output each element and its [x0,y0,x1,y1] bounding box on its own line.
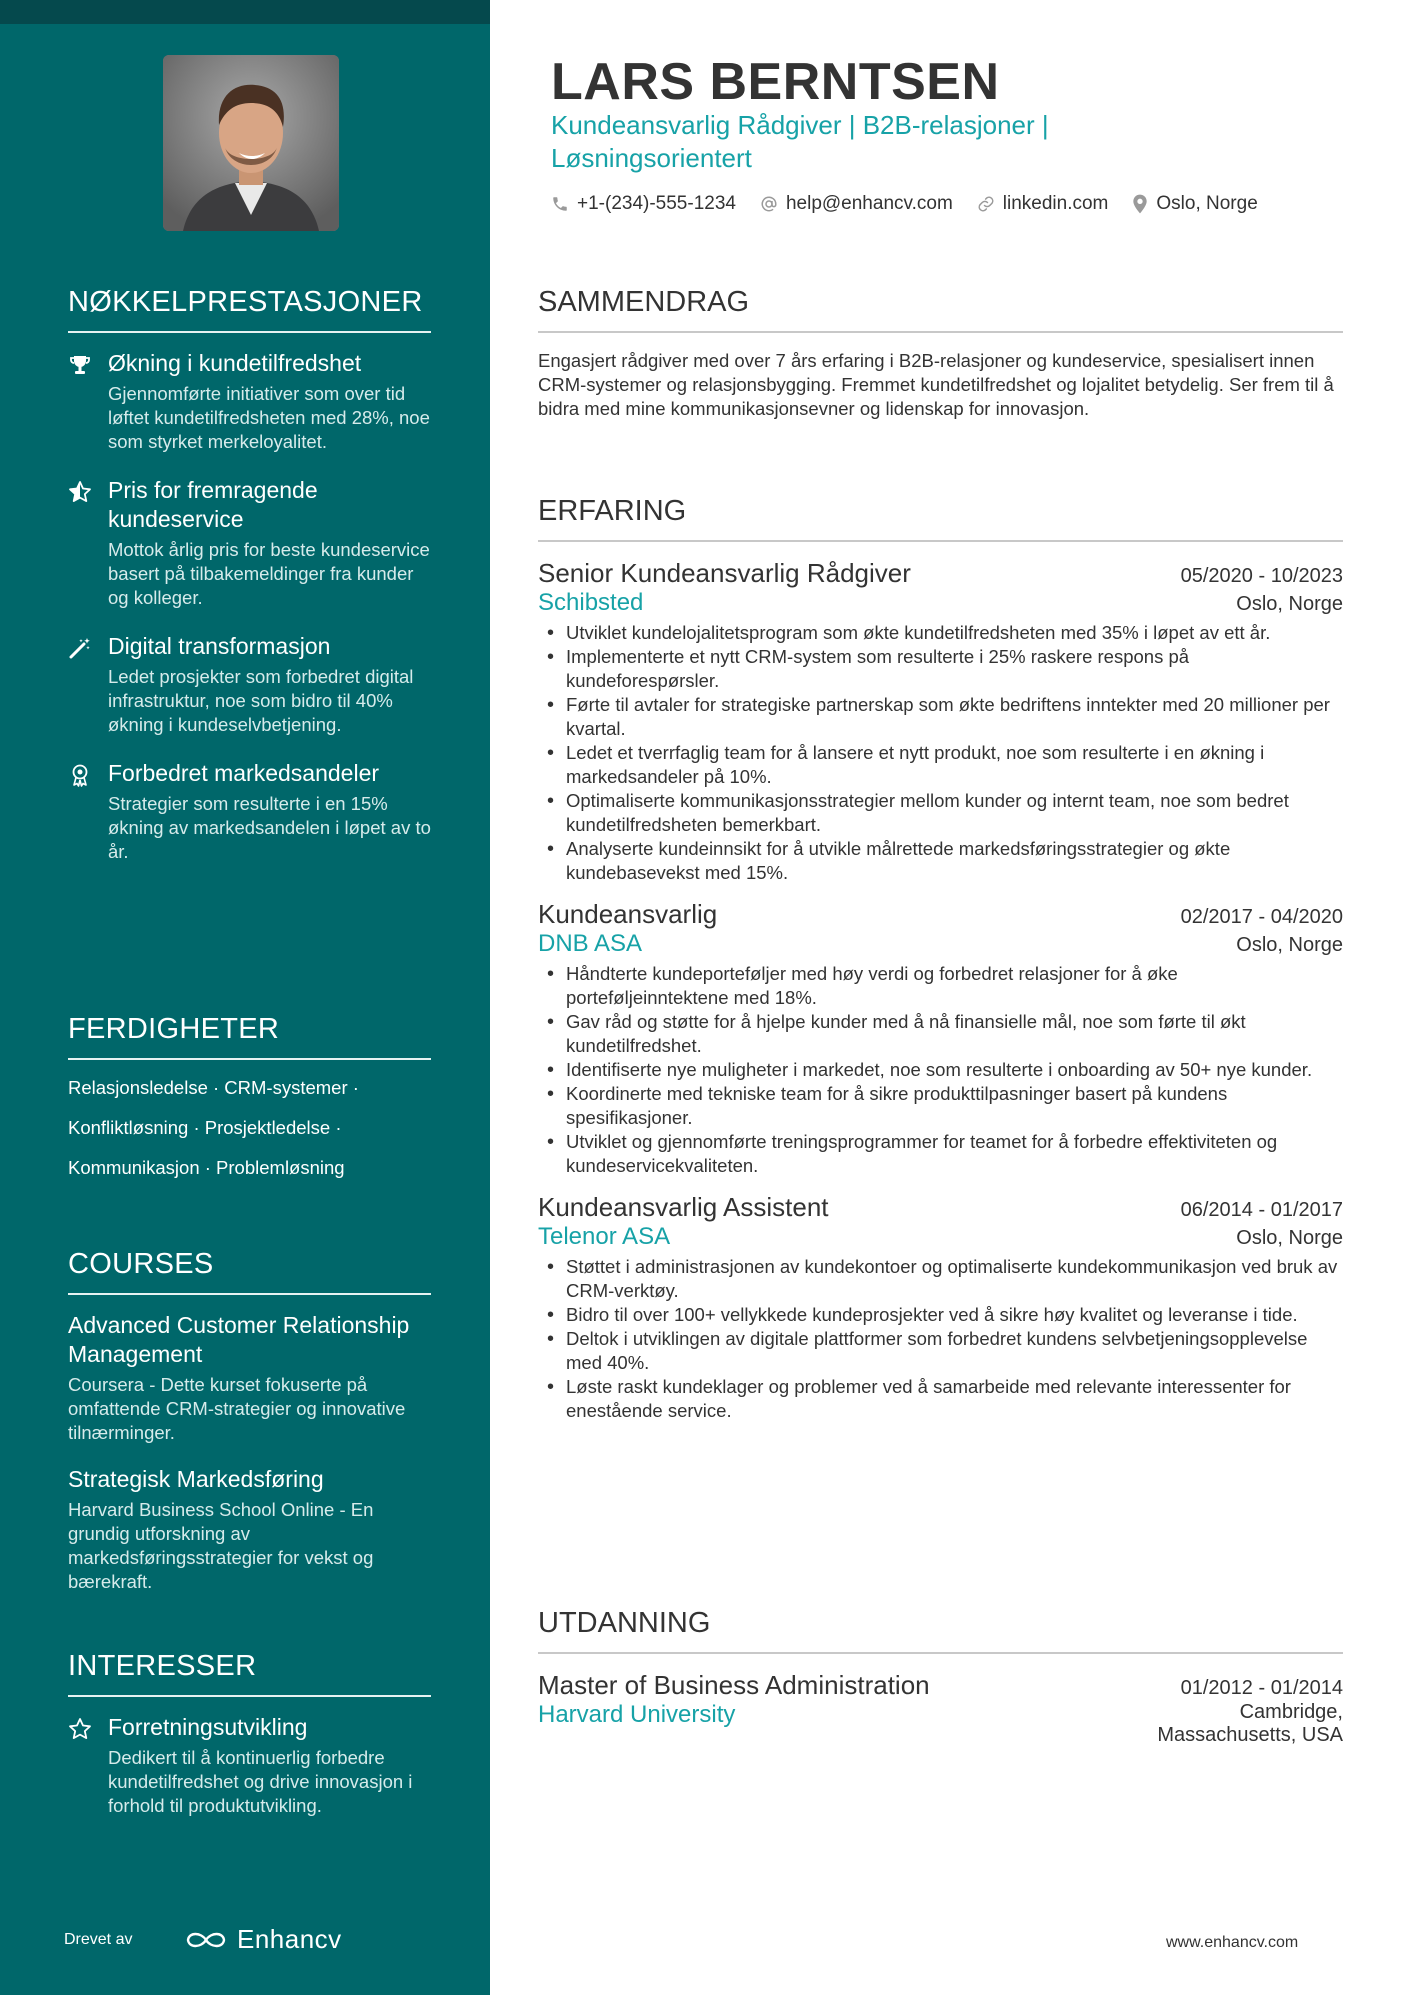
linkedin-text: linkedin.com [1002,193,1109,214]
course-item [68,1311,431,1445]
interests-section [68,1650,431,1840]
job-bullet: • Analyserte kundeinnsikt for å utvikle målrettede markedsføringsstrategier og økte kundebasevekst med 15%. [538,837,1343,885]
courses-section [68,1248,431,1614]
candidate-headline: Kundeansvarlig Rådgiver | B2B-relasjoner | Løsningsorientert [551,110,1049,173]
achievement-description: Strategier som resulterte i en 15% økning av markedsandelen i løpet av to år. [108,793,431,862]
job-bullet: • Håndterte kundeporteføljer med høy verdi og forbedret relasjoner for å øke porteføljeinntektene med 18%. [538,962,1343,1010]
email-text: help@enhancv.com [785,193,953,214]
contact-location [1132,193,1257,215]
achievement-item [68,632,431,737]
job-company: Schibsted [538,589,644,616]
infinity-logo-icon [183,1928,229,1952]
job-location: Oslo, Norge [1236,934,1343,956]
contact-phone[interactable] [551,193,736,215]
skills-heading: FERDIGHETER [68,1013,431,1060]
star-half-icon [68,480,92,504]
job-bullet: • Optimaliserte kommunikasjonsstrategier mellom kunder og internt team, noe som bedret kundetilfredsheten bemerkbart. [538,789,1343,837]
achievements-section [68,286,431,886]
job-location: Oslo, Norge [1236,1227,1343,1249]
location-pin-icon [1132,194,1148,214]
job-bullet: • Støttet i administrasjonen av kundekontoer og optimaliserte kundekommunikasjon ved bruk av CRM-verktøy. [538,1255,1343,1303]
skills-line: Konfliktløsning · Prosjektledelse · [68,1117,342,1138]
experience-section [538,495,1343,1437]
achievement-item [68,349,431,454]
achievement-item [68,476,431,610]
enhancv-logo[interactable] [183,1924,342,1955]
candidate-name: LARS BERNTSEN [551,53,1000,111]
job-bullet: • Utviklet kundelojalitetsprogram som økte kundetilfredsheten med 35% i løpet av ett år. [538,621,1343,645]
job-entry [538,899,1343,1178]
achievement-title: Forbedret markedsandeler [108,760,380,786]
job-bullet: • Løste raskt kundeklager og problemer ved å samarbeide med relevante interessenter for enestående service. [538,1375,1343,1423]
job-bullets [538,962,1343,1178]
job-bullet: • Utviklet og gjennomførte treningsprogrammer for teamet for å forbedre effektiviteten og kundeservicekvaliteten. [538,1130,1343,1178]
education-location [1157,1701,1343,1747]
contact-linkedin[interactable] [977,193,1109,215]
trophy-icon [68,353,92,377]
interest-title: Forretningsutvikling [108,1714,308,1740]
education-dates: 01/2012 - 01/2014 [1180,1677,1343,1699]
sidebar [0,0,490,1995]
education-location-line: Massachusetts, USA [1157,1724,1343,1746]
profile-photo [163,55,339,231]
interest-item [68,1713,431,1818]
job-entry [538,1192,1343,1423]
job-company: DNB ASA [538,930,643,957]
star-outline-icon [68,1717,92,1741]
job-title: Kundeansvarlig Assistent [538,1192,829,1222]
education-section [538,1607,1343,1761]
phone-text: +1-(234)-555-1234 [577,193,736,214]
interests-heading: INTERESSER [68,1650,431,1697]
achievement-description: Ledet prosjekter som forbedret digital infrastruktur, noe som bidro til 40% økning i kundeselvbetjening. [108,666,414,735]
summary-text: Engasjert rådgiver med over 7 års erfaring i B2B-relasjoner og kundeservice, spesialisert innen CRM-systemer og relasjonsbygging. Fremmet kundetilfredshet og lojalitet betydelig. Ser frem til å bidra med mine kommunikasjonsevner og lidenskap for innovasjon. [538,350,1334,419]
achievement-title: Økning i kundetilfredshet [108,350,362,376]
award-icon [68,763,92,787]
experience-heading: ERFARING [538,495,1343,542]
course-item [68,1465,431,1594]
job-bullet: • Ledet et tverrfaglig team for å lansere et nytt produkt, noe som resulterte i en økning i markedsandeler på 10%. [538,741,1343,789]
job-bullet: • Identifiserte nye muligheter i markedet, noe som resulterte i onboarding av 50+ nye kunder. [538,1058,1343,1082]
achievement-title: Pris for fremragende kundeservice [108,477,318,532]
course-description: Coursera - Dette kurset fokuserte på omfattende CRM-strategier og innovative tilnærminger. [68,1374,406,1443]
achievement-description: Mottok årlig pris for beste kundeservice basert på tilbakemeldinger fra kunder og kolleger. [108,539,430,608]
job-bullet: • Implementerte et nytt CRM-system som resulterte i 25% raskere respons på kundeforespørsler. [538,645,1343,693]
job-bullet: • Koordinerte med tekniske team for å sikre produkttilpasninger basert på kundens spesifikasjoner. [538,1082,1343,1130]
magic-wand-icon [68,636,92,660]
job-dates: 02/2017 - 04/2020 [1180,906,1343,928]
job-location: Oslo, Norge [1236,593,1343,615]
location-text: Oslo, Norge [1156,193,1258,214]
job-title: Senior Kundeansvarlig Rådgiver [538,558,911,588]
job-company: Telenor ASA [538,1223,671,1250]
powered-by-label: Drevet av [64,1931,133,1948]
at-icon [760,195,778,213]
skills-line: Kommunikasjon · Problemløsning [68,1157,345,1178]
enhancv-logo-text: Enhancv [237,1924,342,1954]
course-description: Harvard Business School Online - En grundig utforskning av markedsføringsstrategier for vekst og bærekraft. [68,1499,374,1592]
education-entry [538,1670,1343,1747]
job-bullet: • Gav råd og støtte for å hjelpe kunder med å nå finansielle mål, noe som førte til økt kundetilfredshet. [538,1010,1343,1058]
interest-description: Dedikert til å kontinuerlig forbedre kundetilfredshet og drive innovasjon i forhold til produktutvikling. [108,1747,413,1816]
course-title: Strategisk Markedsføring [68,1466,324,1492]
link-icon [977,195,995,213]
phone-icon [551,195,569,213]
sidebar-top-bar [0,0,490,24]
summary-section [538,286,1343,421]
achievement-title: Digital transformasjon [108,633,331,659]
job-dates: 05/2020 - 10/2023 [1180,565,1343,587]
job-bullet: • Bidro til over 100+ vellykkede kundeprosjekter ved å sikre høy kvalitet og leveranse i tide. [538,1303,1343,1327]
job-bullets [538,621,1343,885]
education-heading: UTDANNING [538,1607,1343,1654]
job-title: Kundeansvarlig [538,899,718,929]
course-title: Advanced Customer Relationship Management [68,1312,410,1367]
achievement-description: Gjennomførte initiativer som over tid løftet kundetilfredsheten med 28%, noe som styrket merkeloyalitet. [108,383,430,452]
job-bullet: • Deltok i utviklingen av digitale plattformer som forbedret kundens selvbetjeningsopplevelse med 40%. [538,1327,1343,1375]
school-name: Harvard University [538,1701,736,1728]
skills-section [68,1013,431,1196]
achievements-heading: NØKKELPRESTASJONER [68,286,431,333]
job-dates: 06/2014 - 01/2017 [1180,1199,1343,1221]
courses-heading: COURSES [68,1248,431,1295]
contact-email[interactable] [760,193,953,215]
footer-url[interactable]: www.enhancv.com [1166,1934,1299,1951]
degree-title: Master of Business Administration [538,1670,930,1700]
job-bullets [538,1255,1343,1423]
skills-line: Relasjonsledelse · CRM-systemer · [68,1077,359,1098]
job-bullet: • Førte til avtaler for strategiske partnerskap som økte bedriftens inntekter med 20 millioner per kvartal. [538,693,1343,741]
education-location-line: Cambridge, [1239,1701,1343,1723]
summary-heading: SAMMENDRAG [538,286,1343,333]
achievement-item [68,759,431,864]
contact-row [551,193,1282,215]
job-entry [538,558,1343,885]
